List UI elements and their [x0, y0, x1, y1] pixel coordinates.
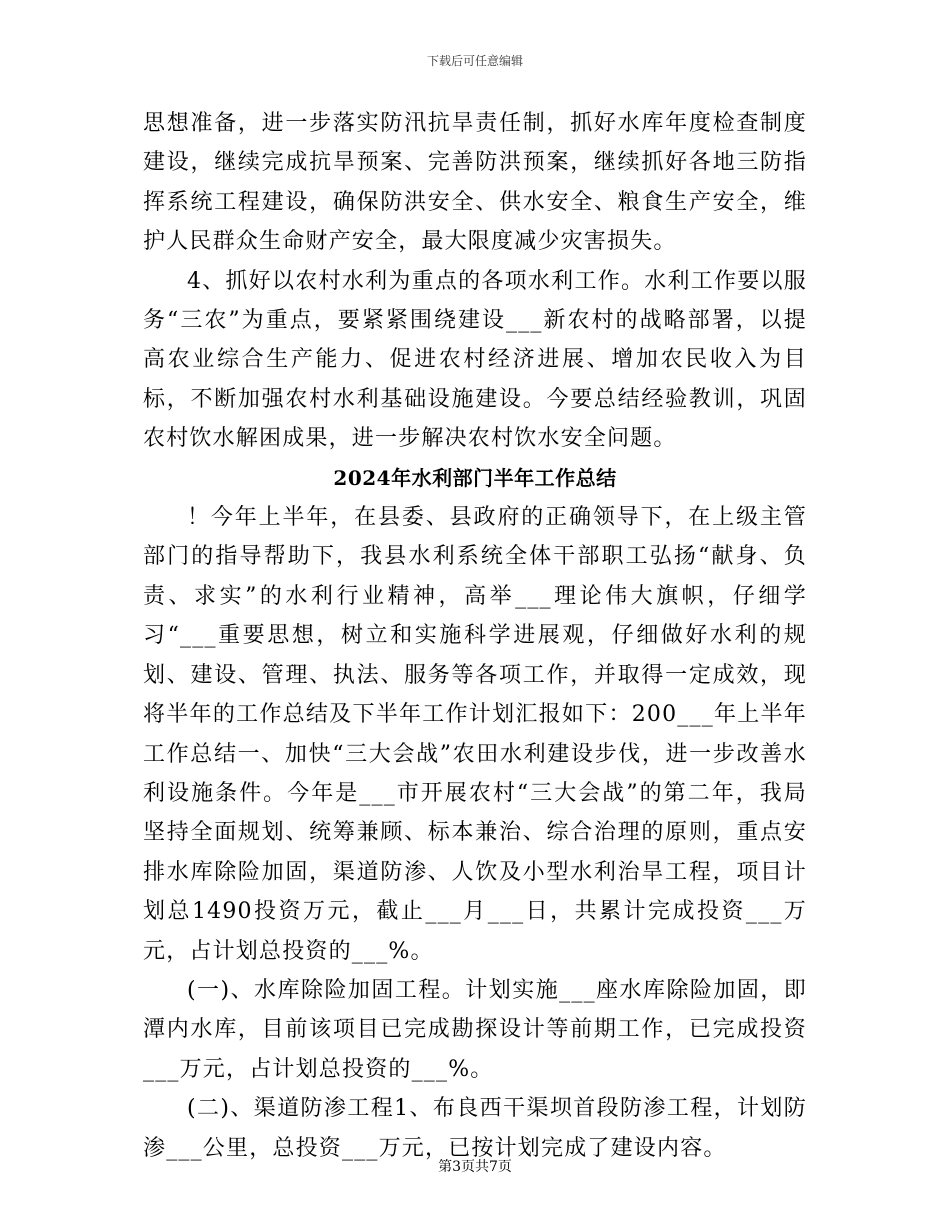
paragraph-2: 4、抓好以农村水利为重点的各项水利工作。水利工作要以服务“三农”为重点，要紧紧围绕建设___新农村的战略部署，以提高农业综合生产能力、促进农村经济进展、增加农民收入为目标，不断加强农村水利基础设施建设。今要总结经验教训，巩固农村饮水解困成果，进一步解决农村饮水安全问题。: [143, 268, 807, 452]
page-header-note: 下载后可任意编辑: [426, 54, 523, 68]
paragraph-5: (二)、渠道防渗工程1、布良西干渠坝首段防渗工程，计划防渗___公里，总投资___万元，已按计划完成了建设内容。: [143, 1096, 807, 1161]
section-title: 2024年水利部门半年工作总结: [333, 465, 617, 490]
paragraph-3: ！今年上半年，在县委、县政府的正确领导下，在上级主管部门的指导帮助下，我县水利系统全体干部职工弘扬“献身、负责、求实”的水利行业精神，高举___理论伟大旗帜，仔细学习“___重要思想，树立和实施科学进展观，仔细做好水利的规划、建设、管理、执法、服务等各项工作，并取得一定成效，现将半年的工作总结及下半年工作计划汇报如下：200___年上半年工作总结一、加快“三大会战”农田水利建设步伐，进一步改善水利设施条件。今年是___市开展农村“三大会战”的第二年，我局坚持全面规划、统筹兼顾、标本兼治、综合治理的原则，重点安排水库除险加固，渠道防渗、人饮及小型水利治旱工程，项目计划总1490投资万元，截止___月___日，共累计完成投资___万元，占计划总投资的___%。: [143, 505, 807, 964]
page-footer-number: 第3页共7页: [438, 1159, 512, 1175]
document-body: [143, 104, 807, 1168]
paragraph-4: (一)、水库除险加固工程。计划实施___座水库除险加固，即潭内水库，目前该项目已完成勘探设计等前期工作，已完成投资___万元，占计划总投资的___%。: [143, 977, 807, 1082]
paragraph-1: 思想准备，进一步落实防汛抗旱责任制，抓好水库年度检查制度建设，继续完成抗旱预案、完善防洪预案，继续抓好各地三防指挥系统工程建设，确保防洪安全、供水安全、粮食生产安全，维护人民群众生命财产安全，最大限度减少灾害损失。: [143, 111, 807, 255]
